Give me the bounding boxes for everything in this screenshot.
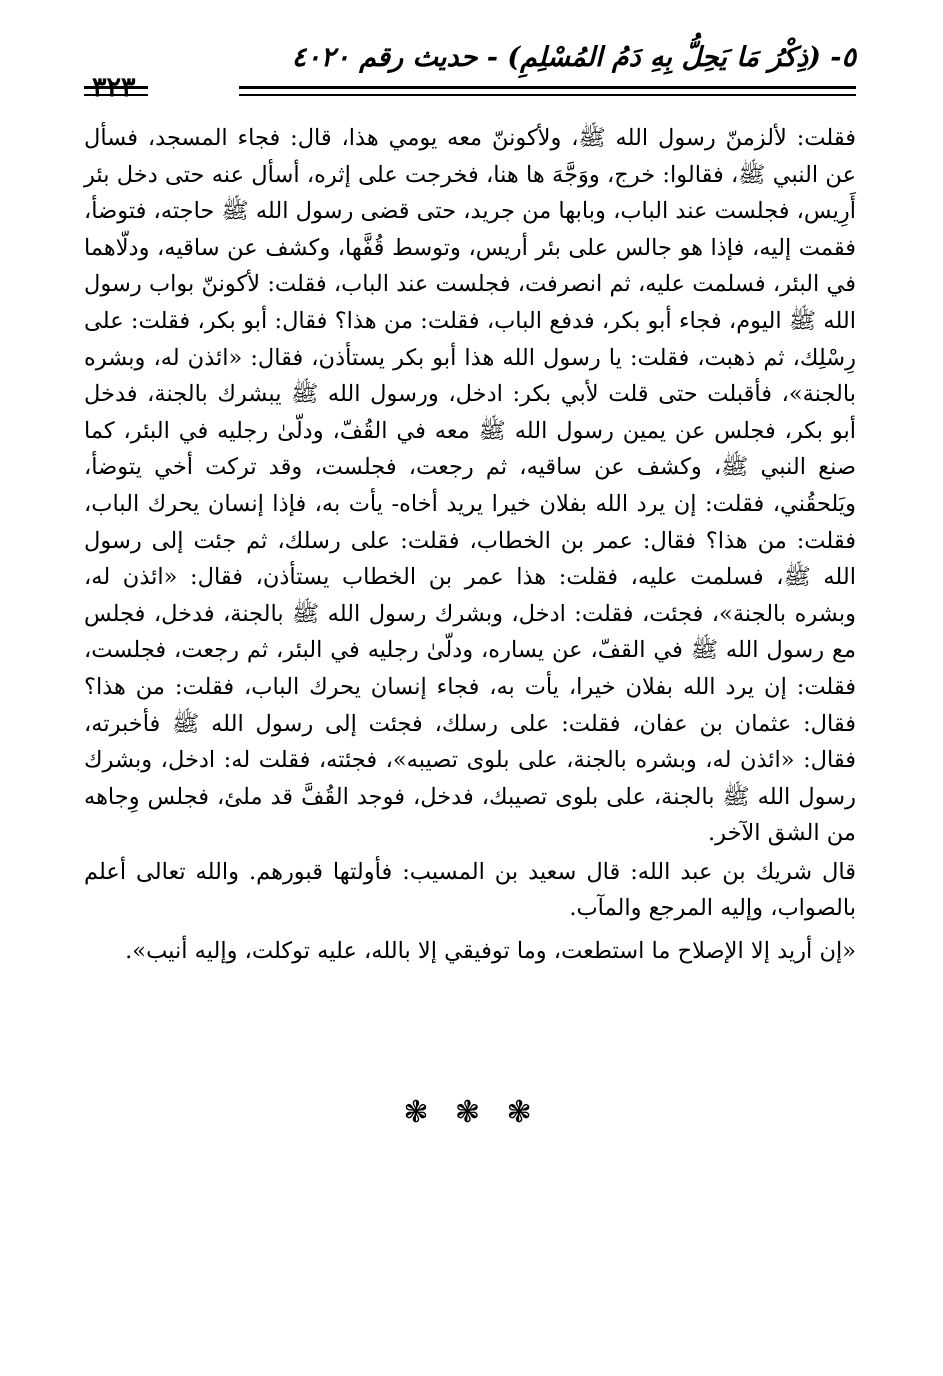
paragraph-closing-quote: «إن أريد إلا الإصلاح ما استطعت، وما توفيقي إلا بالله، عليه توكلت، وإليه أنيب». [125, 938, 856, 965]
header-rule-right-top [239, 86, 856, 89]
page-header [84, 38, 856, 108]
body-text [84, 120, 856, 970]
page-number: ٣٢٣ [92, 72, 136, 103]
header-rule-right-bottom [239, 94, 856, 96]
header-rule-left-top [84, 86, 148, 89]
paragraph-hadith-narration: فقلت: لألزمنّ رسول الله ﷺ، ولأكوننّ معه يومي هذا، قال: فجاء المسجد، فسأل عن النبي ﷺ، فقالوا: خرج، ووَجَّهَ ها هنا، فخرجت على إثره، أسأل عنه حتى دخل بئر أَرِيس، فجلست عند الباب، وبابها من جريد، حتى قضى رسول الله ﷺ حاجته، فتوضأ، فقمت إليه، فإذا هو جالس على بئر أريس، وتوسط قُفَّها، وكشف عن ساقيه، ودلّاهما في البئر، فسلمت عليه، ثم انصرفت، فجلست عند الباب، فقلت: لأكوننّ بواب رسول الله ﷺ اليوم، فجاء أبو بكر، فدفع الباب، فقلت: من هذا؟ فقال: أبو بكر، فقلت: على رِسْلِك، ثم ذهبت، فقلت: يا رسول الله هذا أبو بكر يستأذن، فقال: «ائذن له، وبشره بالجنة»، فأقبلت حتى قلت لأبي بكر: ادخل، ورسول الله ﷺ يبشرك بالجنة، فدخل أبو بكر، فجلس عن يمين رسول الله ﷺ معه في القُفّ، ودلّىٰ رجليه في البئر، كما صنع النبي ﷺ، وكشف عن ساقيه، ثم رجعت، فجلست، وقد تركت أخي يتوضأ، ويَلحقُني، فقلت: إن يرد الله بفلان خيرا يريد أخاه- يأت به، فإذا إنسان يحرك الباب، فقلت: من هذا؟ فقال: عمر بن الخطاب، فقلت: على رسلك، ثم جئت إلى رسول الله ﷺ، فسلمت عليه، فقلت: هذا عمر بن الخطاب يستأذن، فقال: «ائذن له، وبشره بالجنة»، فجئت، فقلت: ادخل، وبشرك رسول الله ﷺ بالجنة، فدخل، فجلس مع رسول الله ﷺ في القفّ، عن يساره، ودلّىٰ رجليه في البئر، ثم رجعت، فجلست، فقلت: إن يرد الله بفلان خيرا، يأت به، فجاء إنسان يحرك الباب، فقلت: من هذا؟ فقال: عثمان بن عفان، فقلت: على رسلك، فجئت إلى رسول الله ﷺ فأخبرته، فقال: «ائذن له، وبشره بالجنة، على بلوى تصيبه»، فجئته، فقلت له: ادخل، وبشرك رسول الله ﷺ بالجنة، على بلوى تصيبك، فدخل، فوجد القُفَّ قد ملئ، فجلس وِجاهه من الشق الآخر. [84, 125, 856, 847]
header-rule-left-bottom [84, 94, 148, 96]
paragraph-interpretation: قال شريك بن عبد الله: قال سعيد بن المسيب: فأولتها قبورهم. والله تعالى أعلم بالصواب، وإليه المرجع والمآب. [84, 858, 856, 922]
running-title: ٥- (ذِكْرُ مَا يَحِلُّ بِهِ دَمُ المُسْلِمِ) - حديث رقم ٤٠٢٠ [291, 42, 856, 73]
section-end-ornament: ❃ ❃ ❃ [403, 1095, 540, 1130]
